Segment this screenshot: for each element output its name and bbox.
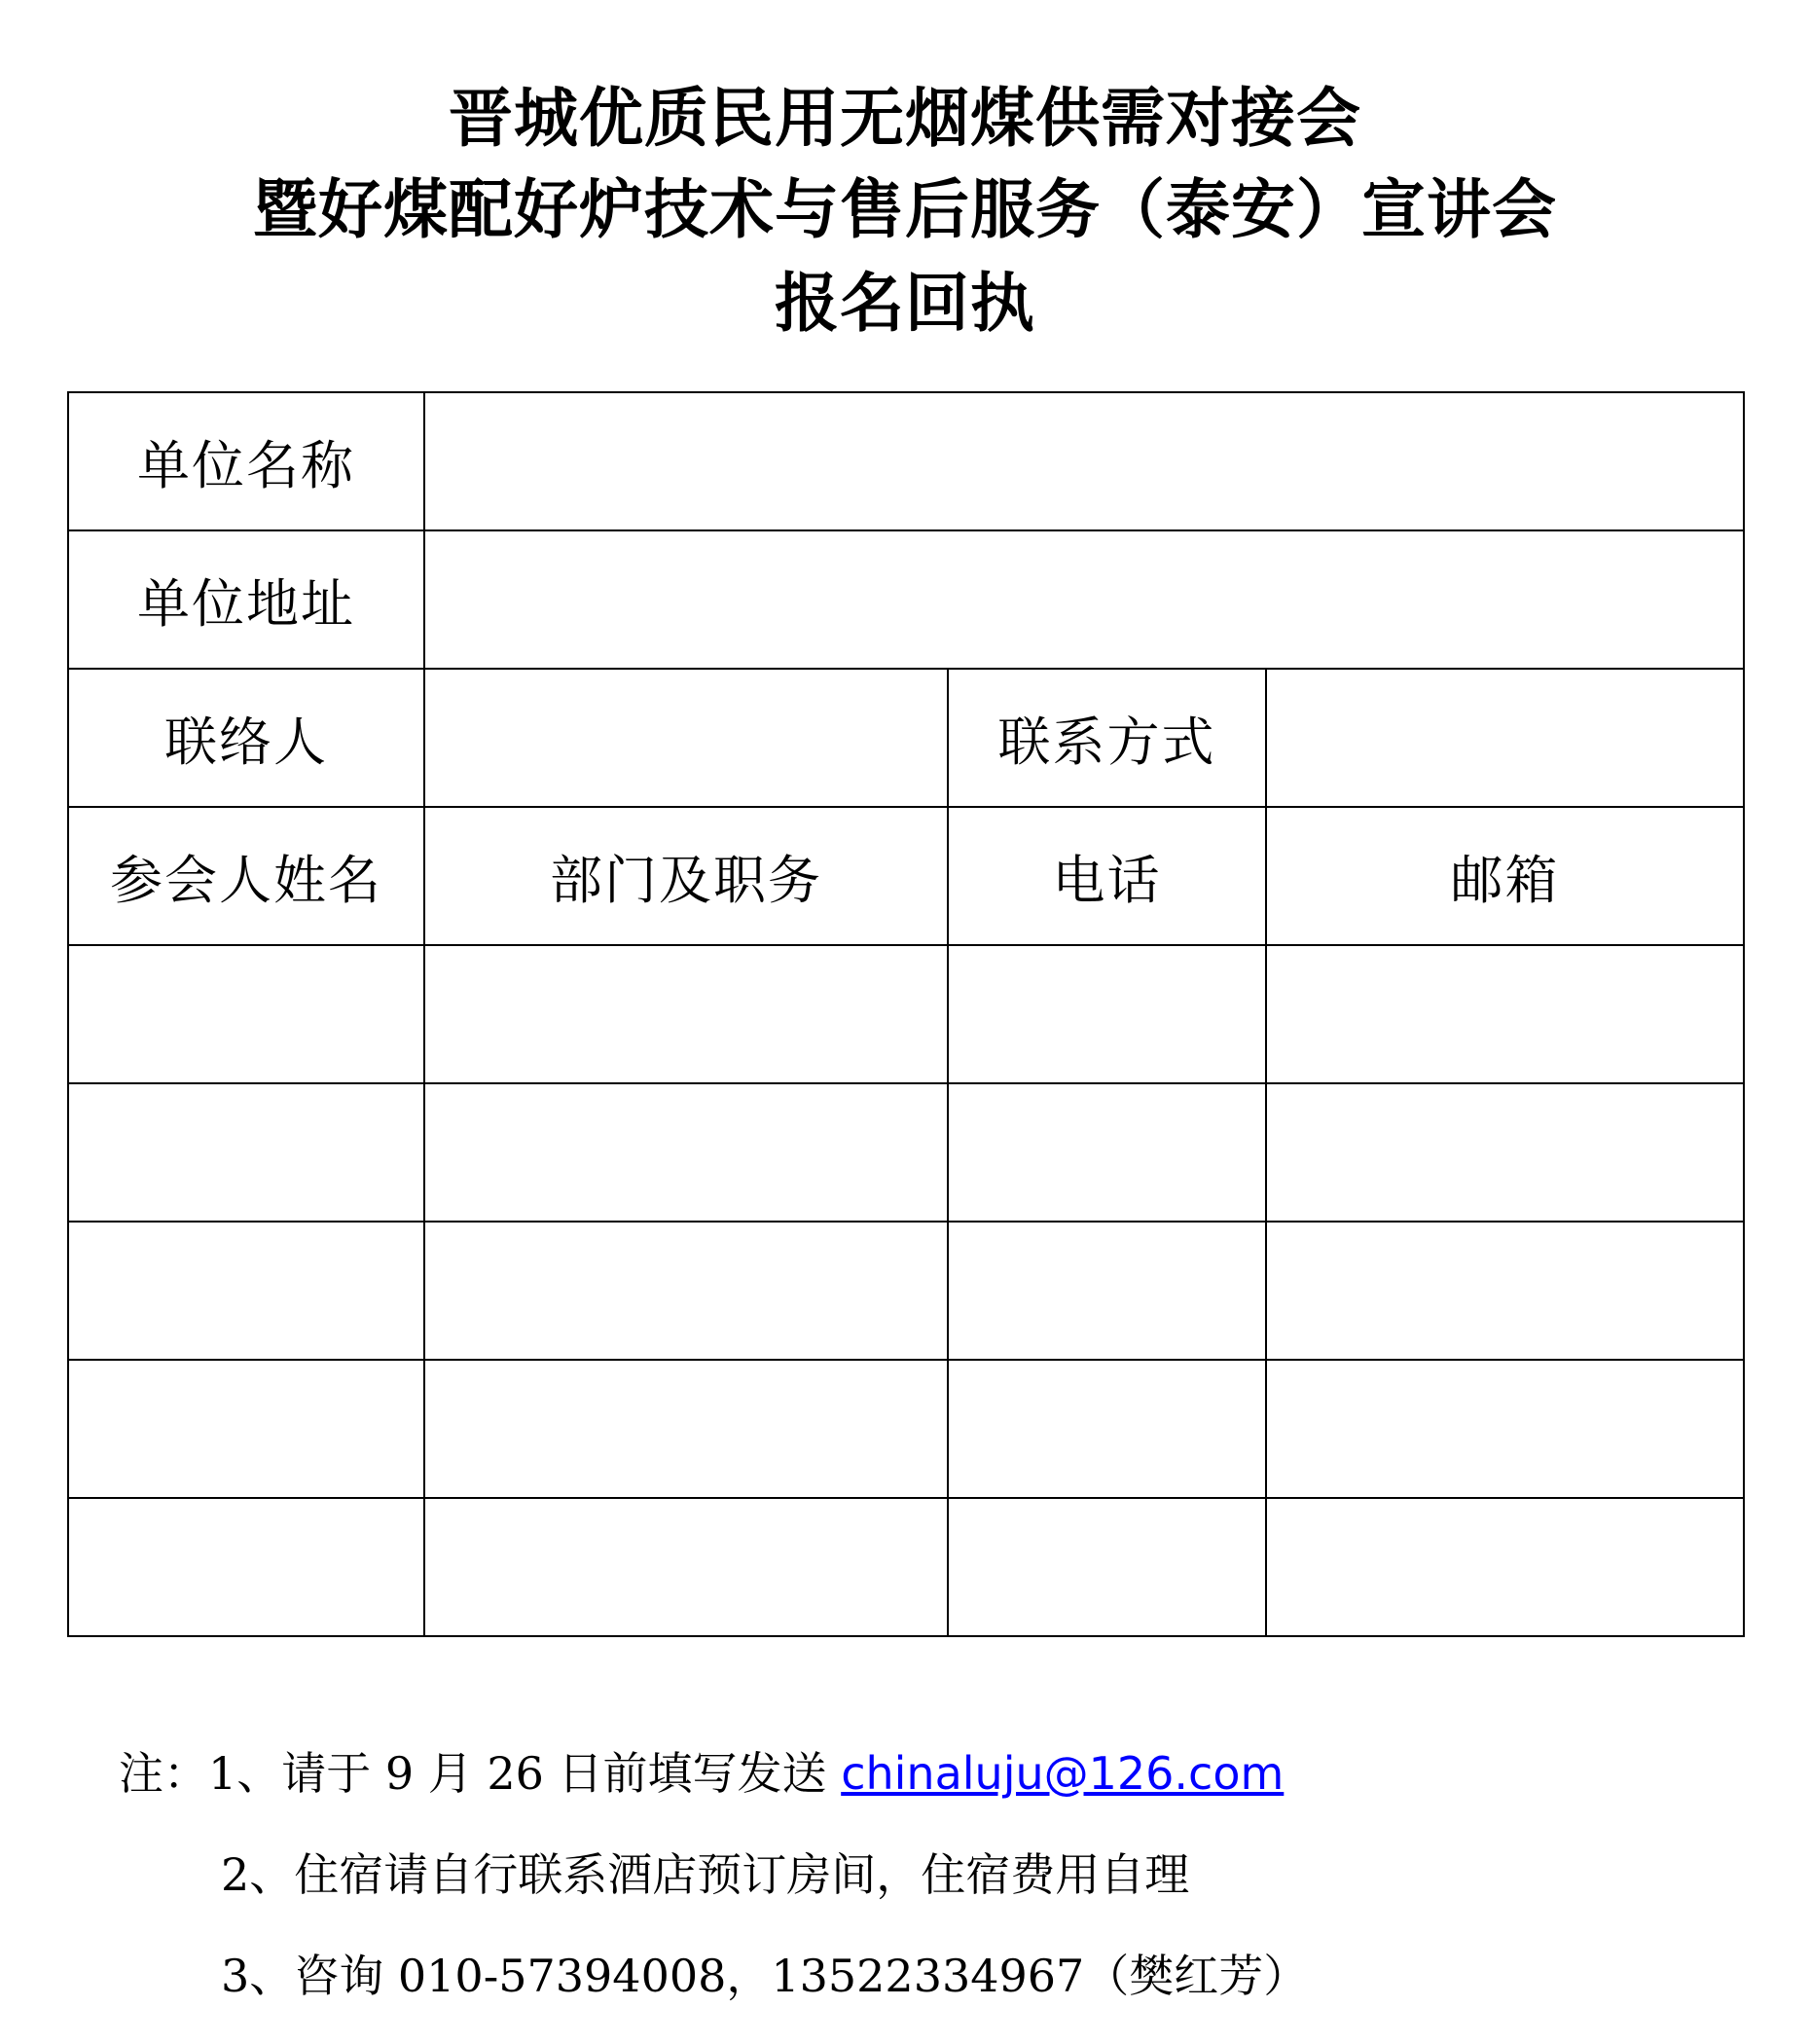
attendee-department-cell[interactable] — [424, 1222, 948, 1360]
attendee-row — [68, 1498, 1744, 1636]
attendee-email-cell[interactable] — [1266, 1498, 1744, 1636]
title-line-2: 暨好煤配好炉技术与售后服务（泰安）宣讲会 — [253, 172, 1557, 247]
attendee-name-cell[interactable] — [68, 1498, 424, 1636]
attendee-email-cell[interactable] — [1266, 1360, 1744, 1498]
attendee-name-cell[interactable] — [68, 1360, 424, 1498]
attendee-header-row — [68, 807, 1744, 945]
note-line-1 — [119, 1723, 1308, 1824]
unit-name-label: 单位名称 — [68, 392, 424, 530]
title-line-1: 晋城优质民用无烟煤供需对接会 — [449, 81, 1361, 156]
contact-method-field[interactable] — [1266, 669, 1744, 807]
attendee-email-cell[interactable] — [1266, 1222, 1744, 1360]
attendee-row — [68, 1222, 1744, 1360]
unit-address-label: 单位地址 — [68, 530, 424, 669]
notes-section — [119, 1723, 1308, 2026]
contact-person-label: 联络人 — [68, 669, 424, 807]
registration-form-table — [67, 391, 1745, 1637]
note-line-2: 2、住宿请自行联系酒店预订房间，住宿费用自理 — [221, 1848, 1190, 1901]
note-1-text: 注：1、请于 9 月 26 日前填写发送 — [119, 1747, 842, 1800]
attendee-department-cell[interactable] — [424, 945, 948, 1083]
contact-row — [68, 669, 1744, 807]
header-department-position: 部门及职务 — [424, 807, 948, 945]
unit-address-row — [68, 530, 1744, 669]
attendee-phone-cell[interactable] — [948, 1083, 1266, 1222]
attendee-email-cell[interactable] — [1266, 945, 1744, 1083]
title-line-3: 报名回执 — [775, 266, 1035, 341]
contact-method-label: 联系方式 — [948, 669, 1266, 807]
header-phone: 电话 — [948, 807, 1266, 945]
header-attendee-name: 参会人姓名 — [68, 807, 424, 945]
contact-person-field[interactable] — [424, 669, 948, 807]
attendee-department-cell[interactable] — [424, 1083, 948, 1222]
unit-name-row — [68, 392, 1744, 530]
attendee-email-cell[interactable] — [1266, 1083, 1744, 1222]
unit-name-field[interactable] — [424, 392, 1744, 530]
attendee-row — [68, 1083, 1744, 1222]
attendee-row — [68, 945, 1744, 1083]
attendee-row — [68, 1360, 1744, 1498]
attendee-name-cell[interactable] — [68, 1083, 424, 1222]
note-line-3: 3、咨询 010-57394008，13522334967（樊红芳） — [221, 1950, 1309, 2002]
header-email: 邮箱 — [1266, 807, 1744, 945]
attendee-name-cell[interactable] — [68, 945, 424, 1083]
unit-address-field[interactable] — [424, 530, 1744, 669]
attendee-department-cell[interactable] — [424, 1360, 948, 1498]
attendee-name-cell[interactable] — [68, 1222, 424, 1360]
email-link[interactable]: chinaluju@126.com — [841, 1747, 1285, 1800]
attendee-phone-cell[interactable] — [948, 945, 1266, 1083]
attendee-department-cell[interactable] — [424, 1498, 948, 1636]
attendee-phone-cell[interactable] — [948, 1498, 1266, 1636]
attendee-phone-cell[interactable] — [948, 1360, 1266, 1498]
attendee-phone-cell[interactable] — [948, 1222, 1266, 1360]
